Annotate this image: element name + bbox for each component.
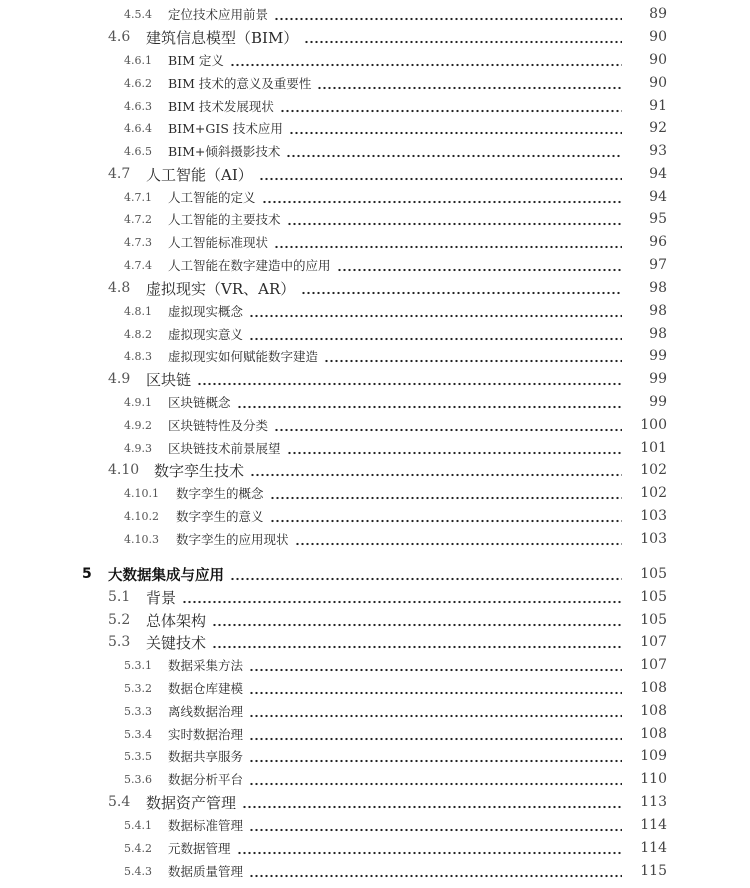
toc-entry[interactable]	[0, 437, 750, 459]
dot-leader	[249, 772, 622, 786]
dot-leader	[182, 590, 622, 604]
toc-entry[interactable]	[0, 563, 750, 585]
section-number: 5	[82, 566, 92, 582]
page-number: 110	[640, 771, 667, 787]
section-title: BIM+GIS 技术应用	[168, 121, 283, 136]
page-number: 92	[649, 120, 667, 136]
toc-entry[interactable]	[0, 745, 750, 767]
section-number: 4.9.2	[124, 418, 152, 432]
page-number: 109	[640, 748, 667, 764]
page-number: 114	[640, 817, 667, 833]
dot-leader	[262, 190, 622, 204]
section-title: BIM+倾斜摄影技术	[168, 144, 281, 159]
page-number: 113	[640, 794, 667, 810]
toc-entry[interactable]	[0, 49, 750, 71]
toc-entry[interactable]	[0, 163, 750, 185]
section-title: 虚拟现实意义	[168, 327, 244, 342]
dot-leader	[249, 818, 622, 832]
section-number: 4.9.1	[124, 395, 152, 409]
toc-entry[interactable]	[0, 586, 750, 608]
section-number: 5.4.3	[124, 864, 152, 878]
toc-entry[interactable]	[0, 26, 750, 48]
section-number: 5.1	[108, 589, 131, 605]
section-number: 5.2	[108, 612, 131, 628]
page-number: 108	[640, 703, 667, 719]
toc-entry[interactable]	[0, 482, 750, 504]
section-number: 4.6.1	[124, 53, 152, 67]
page-number: 103	[640, 531, 667, 547]
section-title: BIM 技术发展现状	[168, 99, 274, 114]
section-number: 4.6.4	[124, 121, 152, 135]
dot-leader	[287, 441, 622, 455]
dot-leader	[212, 613, 622, 627]
toc-entry[interactable]	[0, 117, 750, 139]
dot-leader	[237, 841, 622, 855]
section-number: 4.10.1	[124, 486, 159, 500]
section-number: 4.7.2	[124, 212, 152, 226]
section-title: 元数据管理	[168, 841, 231, 856]
toc-entry[interactable]	[0, 631, 750, 653]
section-number: 4.7.4	[124, 258, 152, 272]
dot-leader	[280, 99, 622, 113]
section-number: 4.10.2	[124, 509, 159, 523]
toc-entry[interactable]	[0, 700, 750, 722]
page-number: 99	[649, 348, 667, 364]
toc-entry[interactable]	[0, 186, 750, 208]
dot-leader	[286, 144, 622, 158]
page-number: 98	[649, 303, 667, 319]
page-number: 102	[640, 462, 667, 478]
page-number: 90	[649, 29, 667, 45]
section-number: 5.4	[108, 794, 131, 810]
dot-leader	[274, 418, 622, 432]
dot-leader	[317, 76, 622, 90]
toc-entry[interactable]	[0, 72, 750, 94]
section-title: 建筑信息模型（BIM）	[146, 28, 299, 47]
section-title: 人工智能在数字建造中的应用	[168, 258, 331, 273]
toc-entry[interactable]	[0, 300, 750, 322]
page-number: 94	[649, 189, 667, 205]
page-number: 89	[649, 6, 667, 22]
section-title: 虚拟现实如何赋能数字建造	[168, 349, 319, 364]
section-number: 4.6.3	[124, 99, 152, 113]
page-number: 105	[640, 566, 667, 582]
page-number: 96	[649, 234, 667, 250]
section-number: 4.9.3	[124, 441, 152, 455]
dot-leader	[249, 327, 622, 341]
section-title: 数据采集方法	[168, 658, 244, 673]
section-title: 区块链技术前景展望	[168, 441, 281, 456]
section-number: 4.8	[108, 280, 131, 296]
section-title: 数字孪生的概念	[176, 486, 264, 501]
dot-leader	[270, 486, 622, 500]
section-title: 区块链	[146, 370, 192, 389]
page-number: 98	[649, 280, 667, 296]
section-title: 人工智能的主要技术	[168, 212, 281, 227]
section-title: 人工智能（AI）	[146, 165, 253, 184]
dot-leader	[197, 372, 622, 386]
dot-leader	[250, 463, 622, 477]
section-number: 5.3.2	[124, 681, 152, 695]
section-number: 4.6.5	[124, 144, 152, 158]
page-number: 102	[640, 485, 667, 501]
dot-leader	[242, 795, 622, 809]
dot-leader	[274, 235, 622, 249]
section-title: 关键技术	[146, 633, 207, 652]
section-title: 定位技术应用前景	[168, 7, 269, 22]
section-number: 5.3.4	[124, 727, 152, 741]
dot-leader	[270, 509, 622, 523]
dot-leader	[230, 53, 622, 67]
section-number: 4.10	[108, 462, 140, 478]
section-title: 区块链特性及分类	[168, 418, 269, 433]
section-number: 4.6	[108, 29, 131, 45]
dot-leader	[324, 349, 622, 363]
dot-leader	[249, 658, 622, 672]
toc-entry[interactable]	[0, 860, 750, 882]
page-number: 107	[640, 634, 667, 650]
dot-leader	[274, 7, 622, 21]
page-number: 95	[649, 211, 667, 227]
toc-entry[interactable]	[0, 768, 750, 790]
section-title: 虚拟现实（VR、AR）	[146, 279, 296, 298]
page-number: 105	[640, 612, 667, 628]
toc-entry[interactable]	[0, 254, 750, 276]
section-title: 背景	[146, 588, 177, 607]
section-number: 5.4.2	[124, 841, 152, 855]
section-number: 5.3.1	[124, 658, 152, 672]
section-title: 人工智能标准现状	[168, 235, 269, 250]
toc-entry[interactable]	[0, 414, 750, 436]
section-title: 区块链概念	[168, 395, 231, 410]
dot-leader	[287, 212, 622, 226]
section-title: 数字孪生技术	[154, 461, 245, 480]
section-title: 数据仓库建模	[168, 681, 244, 696]
section-number: 5.3.5	[124, 749, 152, 763]
dot-leader	[249, 681, 622, 695]
dot-leader	[295, 532, 622, 546]
section-title: 数据分析平台	[168, 772, 244, 787]
dot-leader	[301, 281, 622, 295]
section-title: 数据标准管理	[168, 818, 244, 833]
toc-entry[interactable]	[0, 345, 750, 367]
page-number: 114	[640, 840, 667, 856]
section-title: 数字孪生的应用现状	[176, 532, 289, 547]
page-number: 105	[640, 589, 667, 605]
toc-entry[interactable]	[0, 231, 750, 253]
toc-entry[interactable]	[0, 723, 750, 745]
section-number: 4.10.3	[124, 532, 159, 546]
toc-entry[interactable]	[0, 791, 750, 813]
section-title: BIM 定义	[168, 53, 224, 68]
dot-leader	[259, 167, 622, 181]
page-number: 91	[649, 98, 667, 114]
dot-leader	[230, 567, 622, 581]
toc-entry[interactable]	[0, 528, 750, 550]
toc-entry[interactable]	[0, 323, 750, 345]
section-title: 总体架构	[146, 611, 207, 630]
section-title: 离线数据治理	[168, 704, 244, 719]
dot-leader	[249, 727, 622, 741]
section-number: 4.8.2	[124, 327, 152, 341]
page-number: 107	[640, 657, 667, 673]
dot-leader	[249, 864, 622, 878]
section-number: 4.7	[108, 166, 131, 182]
page-number: 94	[649, 166, 667, 182]
section-number: 4.8.3	[124, 349, 152, 363]
dot-leader	[249, 749, 622, 763]
section-title: BIM 技术的意义及重要性	[168, 76, 312, 91]
section-title: 实时数据治理	[168, 727, 244, 742]
toc-entry[interactable]	[0, 837, 750, 859]
toc-entry[interactable]	[0, 208, 750, 230]
section-number: 4.9	[108, 371, 131, 387]
page-number: 100	[640, 417, 667, 433]
toc-entry[interactable]	[0, 814, 750, 836]
section-number: 5.3	[108, 634, 131, 650]
page-number: 90	[649, 52, 667, 68]
toc-entry[interactable]	[0, 3, 750, 25]
toc-entry[interactable]	[0, 95, 750, 117]
toc-entry[interactable]	[0, 505, 750, 527]
page-number: 99	[649, 394, 667, 410]
page-number: 97	[649, 257, 667, 273]
toc-entry[interactable]	[0, 391, 750, 413]
dot-leader	[249, 704, 622, 718]
page-number: 98	[649, 326, 667, 342]
page-number: 93	[649, 143, 667, 159]
page-number: 108	[640, 726, 667, 742]
dot-leader	[289, 121, 622, 135]
dot-leader	[337, 258, 622, 272]
toc-entry[interactable]	[0, 609, 750, 631]
page-number: 99	[649, 371, 667, 387]
section-number: 4.8.1	[124, 304, 152, 318]
page-number: 115	[640, 863, 667, 879]
section-number: 5.3.6	[124, 772, 152, 786]
dot-leader	[237, 395, 622, 409]
section-number: 4.5.4	[124, 7, 152, 21]
section-number: 4.7.1	[124, 190, 152, 204]
section-title: 大数据集成与应用	[108, 567, 224, 584]
toc-entry[interactable]	[0, 368, 750, 390]
dot-leader	[212, 635, 622, 649]
page-number: 101	[640, 440, 667, 456]
section-title: 数据共享服务	[168, 749, 244, 764]
toc-entry[interactable]	[0, 140, 750, 162]
toc-entry[interactable]	[0, 677, 750, 699]
section-number: 5.4.1	[124, 818, 152, 832]
section-title: 虚拟现实概念	[168, 304, 244, 319]
page-number: 108	[640, 680, 667, 696]
dot-leader	[249, 304, 622, 318]
toc-entry[interactable]	[0, 654, 750, 676]
section-number: 5.3.3	[124, 704, 152, 718]
toc-entry[interactable]	[0, 277, 750, 299]
section-title: 数字孪生的意义	[176, 509, 264, 524]
dot-leader	[304, 30, 622, 44]
section-title: 数据资产管理	[146, 793, 237, 812]
section-number: 4.7.3	[124, 235, 152, 249]
toc-entry[interactable]	[0, 459, 750, 481]
page-number: 90	[649, 75, 667, 91]
section-title: 数据质量管理	[168, 864, 244, 879]
page-number: 103	[640, 508, 667, 524]
section-title: 人工智能的定义	[168, 190, 256, 205]
section-number: 4.6.2	[124, 76, 152, 90]
